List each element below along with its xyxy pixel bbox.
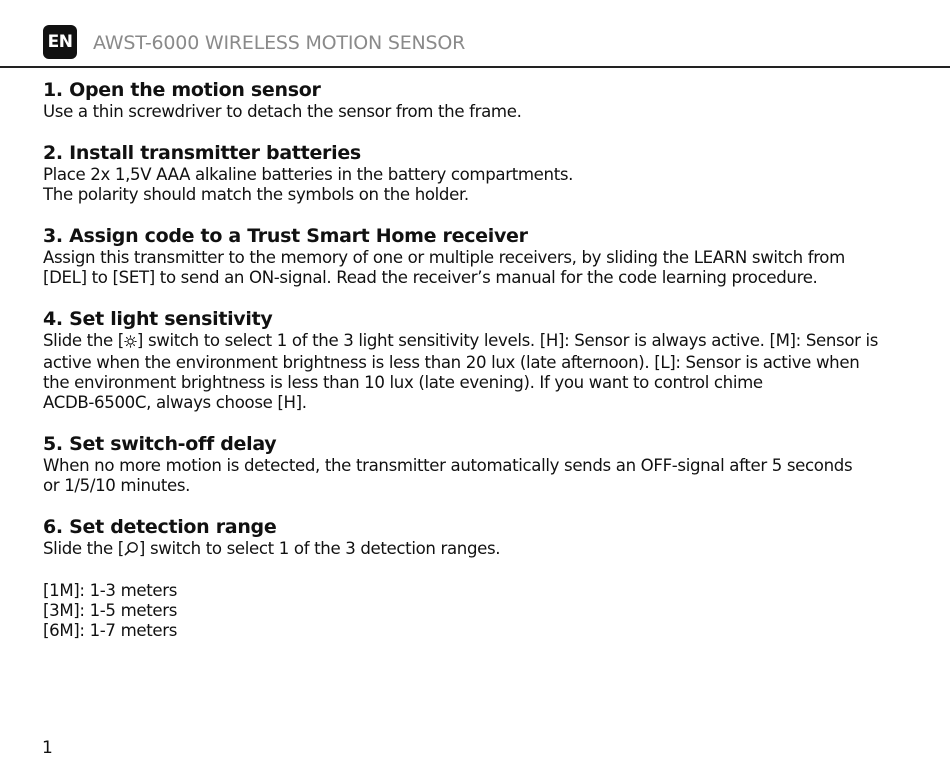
text-line: Use a thin screwdriver to detach the sensor from the frame. [43, 102, 522, 121]
document-title: AWST-6000 WIRELESS MOTION SENSOR [93, 32, 466, 54]
language-badge: EN [43, 25, 77, 59]
text-fragment: Slide the [ [43, 331, 124, 350]
text-line: Assign this transmitter to the memory of one or multiple receivers, by sliding the LEARN switch from [43, 248, 845, 267]
list-item: [6M]: 1-7 meters [43, 621, 178, 640]
text-line: Place 2x 1,5V AAA alkaline batteries in the battery compartments. [43, 165, 574, 184]
list-item: [3M]: 1-5 meters [43, 601, 178, 620]
section-detection-range [43, 516, 913, 641]
text-line: ACDB-6500C, always choose [H]. [43, 393, 307, 412]
text-line [43, 539, 913, 561]
text-fragment: Slide the [ [43, 539, 124, 558]
section-open-sensor [43, 79, 913, 122]
text-fragment: ] switch to select 1 of the 3 light sensitivity levels. [H]: Sensor is always active. [M]: Sensor is [136, 331, 879, 350]
page-number: 1 [42, 738, 53, 758]
text-line: [DEL] to [SET] to send an ON-signal. Read the receiver’s manual for the code learning procedure. [43, 268, 818, 287]
list-item: [1M]: 1-3 meters [43, 581, 178, 600]
section-text [43, 539, 913, 561]
section-install-batteries [43, 142, 913, 205]
section-title: 6. Set detection range [43, 516, 277, 538]
magnifier-icon [124, 541, 139, 561]
section-switch-off-delay [43, 433, 913, 496]
range-list [43, 581, 913, 641]
section-title: 1. Open the motion sensor [43, 79, 321, 101]
text-fragment: ] switch to select 1 of the 3 detection ranges. [138, 539, 501, 558]
text-line: the environment brightness is less than 10 lux (late evening). If you want to control chime [43, 373, 763, 392]
section-title: 4. Set light sensitivity [43, 308, 273, 330]
section-text [43, 165, 913, 205]
section-text [43, 102, 913, 122]
section-light-sensitivity [43, 308, 913, 413]
section-title: 5. Set switch-off delay [43, 433, 277, 455]
header-divider [0, 66, 950, 68]
section-text [43, 248, 913, 288]
section-title: 2. Install transmitter batteries [43, 142, 361, 164]
section-assign-code [43, 225, 913, 288]
text-line: or 1/5/10 minutes. [43, 476, 191, 495]
section-title: 3. Assign code to a Trust Smart Home receiver [43, 225, 528, 247]
text-line [43, 331, 913, 353]
section-text [43, 331, 913, 413]
page-header [0, 0, 950, 67]
text-line: The polarity should match the symbols on the holder. [43, 185, 469, 204]
section-text [43, 456, 913, 496]
text-line: When no more motion is detected, the transmitter automatically sends an OFF-signal after 5 seconds [43, 456, 853, 475]
instructions-body [43, 79, 913, 661]
text-line: active when the environment brightness is less than 20 lux (late afternoon). [L]: Sensor is active when [43, 353, 860, 372]
sun-icon [124, 333, 137, 353]
